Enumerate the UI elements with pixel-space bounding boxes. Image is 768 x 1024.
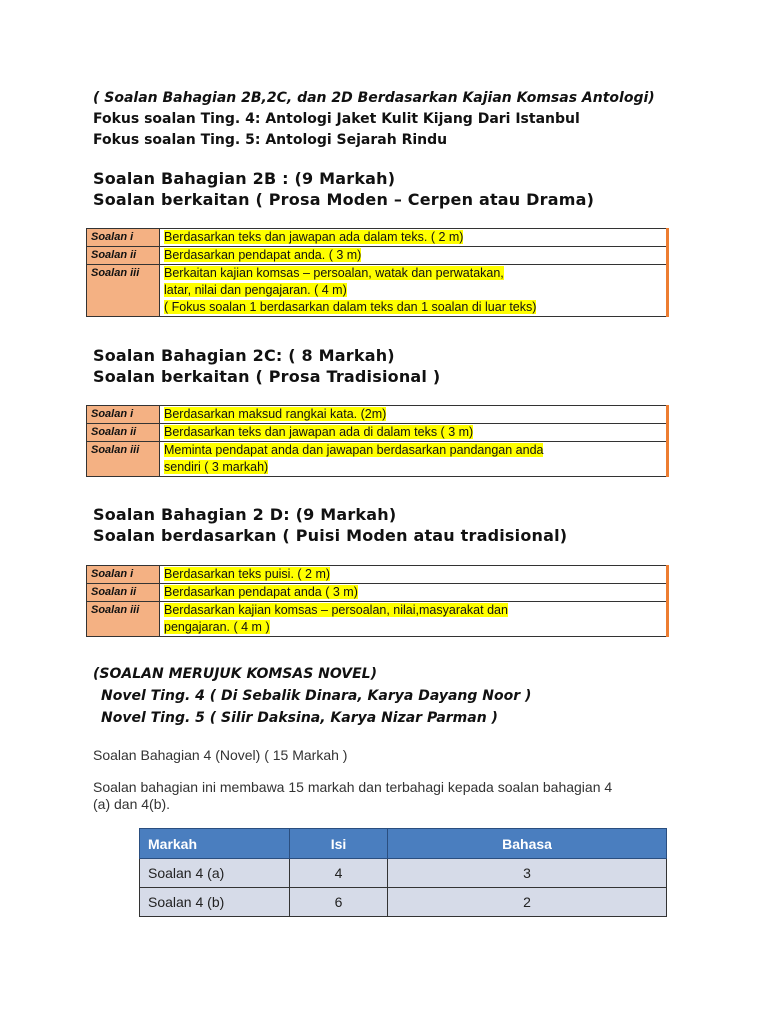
highlighted-text: Berdasarkan maksud rangkai kata. (2m) [164, 407, 387, 421]
section-2d-title: Soalan Bahagian 2 D: (9 Markah) [93, 505, 397, 524]
marks-table [139, 828, 667, 917]
intro-line-2: Fokus soalan Ting. 4: Antologi Jaket Kulit Kijang Dari Istanbul [93, 111, 580, 127]
row-text [160, 406, 668, 424]
table-row [87, 229, 668, 247]
table-row [140, 859, 667, 888]
row-text [160, 602, 668, 637]
row-label: Soalan iii [87, 265, 160, 317]
row-label: Soalan i [87, 566, 160, 584]
row-text [160, 566, 668, 584]
row-label: Soalan ii [87, 424, 160, 442]
row-text [160, 265, 668, 317]
table-row [87, 247, 668, 265]
description-line-2: (a) dan 4(b). [93, 796, 171, 812]
intro-block [93, 88, 655, 151]
section-2d-table [86, 565, 669, 637]
header-bahasa: Bahasa [388, 829, 667, 859]
row-text [160, 442, 668, 477]
highlighted-text: sendiri ( 3 markah) [164, 460, 269, 474]
table-row [87, 424, 668, 442]
table-header-row [140, 829, 667, 859]
section-2d-heading [93, 504, 567, 546]
row-text [160, 229, 668, 247]
section-2b-title: Soalan Bahagian 2B : (9 Markah) [93, 169, 396, 188]
cell-isi: 4 [290, 859, 388, 888]
table-row [87, 584, 668, 602]
table-row [87, 265, 668, 317]
cell-soalan: Soalan 4 (b) [140, 888, 290, 917]
row-label: Soalan ii [87, 584, 160, 602]
highlighted-text: Berdasarkan teks dan jawapan ada dalam teks. ( 2 m) [164, 230, 464, 244]
highlighted-text: Berdasarkan pendapat anda. ( 3 m) [164, 248, 362, 262]
section-2b-subtitle: Soalan berkaitan ( Prosa Moden – Cerpen atau Drama) [93, 190, 595, 209]
highlighted-text: Berkaitan kajian komsas – persoalan, watak dan perwatakan, [164, 266, 504, 280]
novel-ting-4: Novel Ting. 4 ( Di Sebalik Dinara, Karya Dayang Noor ) [101, 688, 532, 704]
section-2d-subtitle: Soalan berdasarkan ( Puisi Moden atau tradisional) [93, 526, 568, 545]
bahagian-4-description [93, 779, 612, 813]
intro-line-3: Fokus soalan Ting. 5: Antologi Sejarah Rindu [93, 132, 448, 148]
table-row [87, 602, 668, 637]
cell-soalan: Soalan 4 (a) [140, 859, 290, 888]
section-2b-heading [93, 168, 594, 210]
section-2c-table [86, 405, 669, 477]
cell-isi: 6 [290, 888, 388, 917]
highlighted-text: Berdasarkan pendapat anda ( 3 m) [164, 585, 358, 599]
header-markah: Markah [140, 829, 290, 859]
section-2b-table [86, 228, 669, 317]
header-isi: Isi [290, 829, 388, 859]
section-2c-heading [93, 345, 440, 387]
table-row [140, 888, 667, 917]
cell-bahasa: 3 [388, 859, 667, 888]
highlighted-text: latar, nilai dan pengajaran. ( 4 m) [164, 283, 347, 297]
table-row [87, 566, 668, 584]
row-text [160, 247, 668, 265]
cell-bahasa: 2 [388, 888, 667, 917]
section-2c-title: Soalan Bahagian 2C: ( 8 Markah) [93, 346, 395, 365]
bahagian-4-title: Soalan Bahagian 4 (Novel) ( 15 Markah ) [93, 747, 348, 763]
novel-ting-5: Novel Ting. 5 ( Silir Daksina, Karya Nizar Parman ) [101, 710, 498, 726]
highlighted-text: Berdasarkan kajian komsas – persoalan, nilai,masyarakat dan [164, 603, 508, 617]
row-label: Soalan i [87, 229, 160, 247]
table-row [87, 442, 668, 477]
row-text [160, 584, 668, 602]
highlighted-text: Berdasarkan teks dan jawapan ada di dalam teks ( 3 m) [164, 425, 474, 439]
row-label: Soalan ii [87, 247, 160, 265]
novel-heading: (SOALAN MERUJUK KOMSAS NOVEL) [93, 666, 378, 682]
section-2c-subtitle: Soalan berkaitan ( Prosa Tradisional ) [93, 367, 441, 386]
highlighted-text: Berdasarkan teks puisi. ( 2 m) [164, 567, 331, 581]
intro-line-1: ( Soalan Bahagian 2B,2C, dan 2D Berdasarkan Kajian Komsas Antologi) [93, 90, 655, 106]
row-text [160, 424, 668, 442]
row-label: Soalan iii [87, 602, 160, 637]
highlighted-text: ( Fokus soalan 1 berdasarkan dalam teks dan 1 soalan di luar teks) [164, 300, 537, 314]
row-label: Soalan iii [87, 442, 160, 477]
table-row [87, 406, 668, 424]
description-line-1: Soalan bahagian ini membawa 15 markah dan terbahagi kepada soalan bahagian 4 [93, 779, 613, 795]
highlighted-text: pengajaran. ( 4 m ) [164, 620, 270, 634]
highlighted-text: Meminta pendapat anda dan jawapan berdasarkan pandangan anda [164, 443, 544, 457]
row-label: Soalan i [87, 406, 160, 424]
novel-block [93, 663, 531, 729]
